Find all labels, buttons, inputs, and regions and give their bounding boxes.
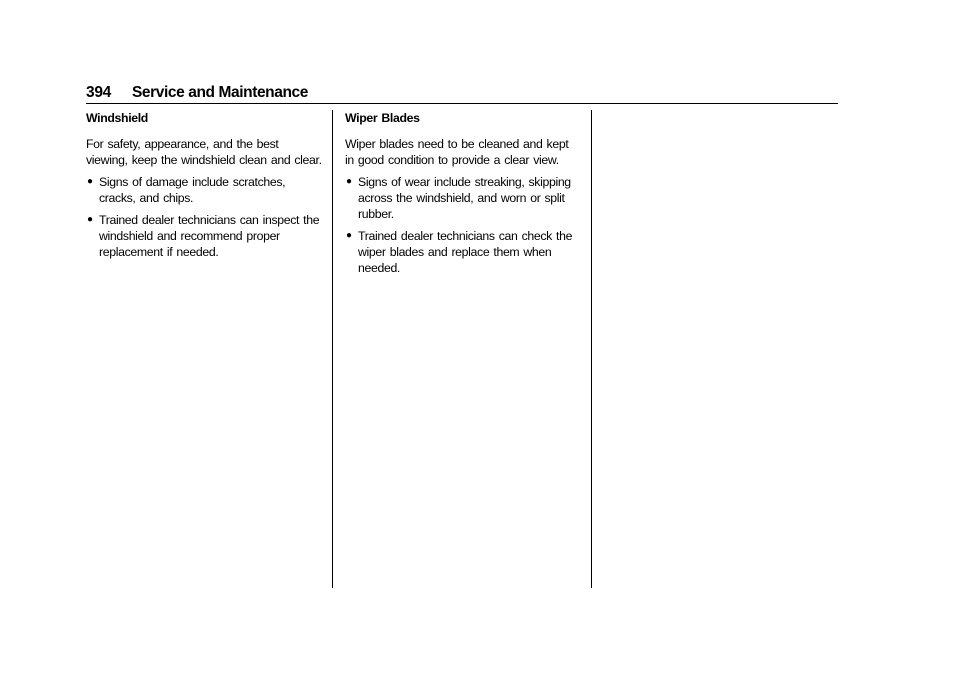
middle-column (345, 110, 581, 282)
column-divider (591, 110, 592, 588)
bullet-text: Trained dealer technicians can check the wiper blades and replace them when needed. (358, 229, 573, 275)
list-item (86, 212, 322, 260)
windshield-bullet-list (86, 174, 322, 260)
bullet-icon: ● (346, 176, 352, 187)
bullet-text: Signs of damage include scratches, cracks, and chips. (99, 175, 286, 205)
list-item (86, 174, 322, 206)
wiper-blades-heading: Wiper Blades (345, 111, 420, 125)
windshield-intro: For safety, appearance, and the best viewing, keep the windshield clean and clear. (86, 137, 322, 167)
list-item (345, 174, 581, 222)
page-number: 394 (86, 84, 111, 101)
bullet-icon: ● (87, 214, 93, 225)
bullet-text: Trained dealer technicians can inspect the windshield and recommend proper replacement if needed. (99, 213, 320, 259)
wiper-blades-intro: Wiper blades need to be cleaned and kept in good condition to provide a clear view. (345, 137, 569, 167)
column-divider (332, 110, 333, 588)
bullet-icon: ● (87, 176, 93, 187)
windshield-heading: Windshield (86, 111, 148, 125)
bullet-icon: ● (346, 230, 352, 241)
page-header (86, 83, 838, 104)
left-column (86, 110, 322, 266)
list-item (345, 228, 581, 276)
bullet-text: Signs of wear include streaking, skipping across the windshield, and worn or split rubber. (358, 175, 571, 221)
section-title: Service and Maintenance (131, 84, 308, 101)
wiper-blades-bullet-list (345, 174, 581, 276)
